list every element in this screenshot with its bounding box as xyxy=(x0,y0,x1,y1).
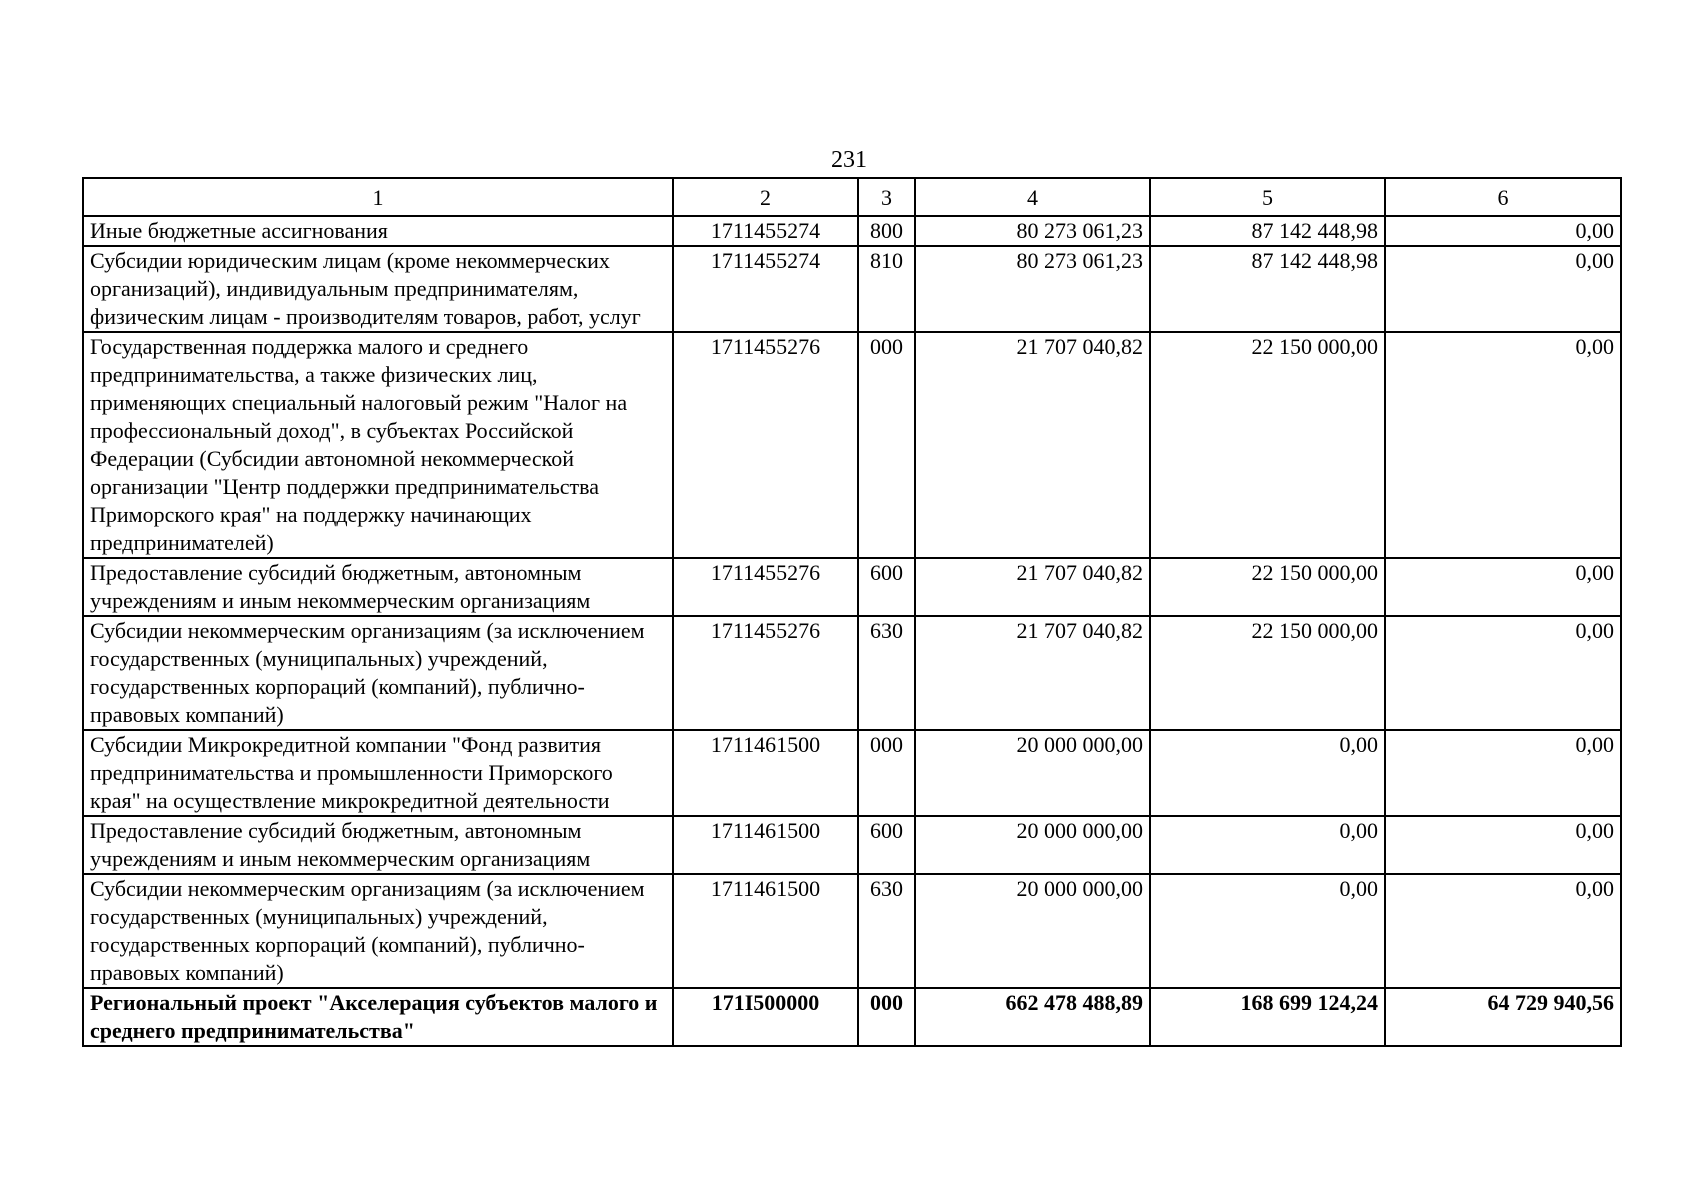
row-type: 630 xyxy=(858,874,915,988)
row-code: 1711461500 xyxy=(673,874,858,988)
row-value-4: 80 273 061,23 xyxy=(915,246,1150,332)
column-header-2: 2 xyxy=(673,178,858,216)
row-value-6: 0,00 xyxy=(1385,332,1621,558)
row-value-5: 0,00 xyxy=(1150,816,1385,874)
table-row xyxy=(83,332,1621,558)
row-value-4: 21 707 040,82 xyxy=(915,558,1150,616)
row-value-4: 20 000 000,00 xyxy=(915,816,1150,874)
row-value-6: 0,00 xyxy=(1385,616,1621,730)
column-header-3: 3 xyxy=(858,178,915,216)
row-name: Субсидии некоммерческим организациям (за исключением государственных (муниципальных) учреждений, государственных корпораций (компаний), публично-правовых компаний) xyxy=(83,616,673,730)
row-value-4: 20 000 000,00 xyxy=(915,730,1150,816)
row-value-6: 0,00 xyxy=(1385,816,1621,874)
row-value-5: 22 150 000,00 xyxy=(1150,558,1385,616)
row-value-4: 21 707 040,82 xyxy=(915,616,1150,730)
column-header-4: 4 xyxy=(915,178,1150,216)
row-name: Субсидии Микрокредитной компании "Фонд развития предпринимательства и промышленности Приморского края" на осуществление микрокредитной деятельности xyxy=(83,730,673,816)
row-name: Предоставление субсидий бюджетным, автономным учреждениям и иным некоммерческим организациям xyxy=(83,558,673,616)
row-code: 1711455276 xyxy=(673,558,858,616)
table-row xyxy=(83,558,1621,616)
row-code: 1711455274 xyxy=(673,216,858,246)
row-value-5: 0,00 xyxy=(1150,730,1385,816)
row-value-5: 87 142 448,98 xyxy=(1150,216,1385,246)
row-type: 600 xyxy=(858,558,915,616)
row-value-5: 168 699 124,24 xyxy=(1150,988,1385,1046)
row-type: 630 xyxy=(858,616,915,730)
page-number: 231 xyxy=(831,147,867,173)
row-value-5: 0,00 xyxy=(1150,874,1385,988)
row-type: 600 xyxy=(858,816,915,874)
row-value-6: 0,00 xyxy=(1385,730,1621,816)
column-header-1: 1 xyxy=(83,178,673,216)
table-row xyxy=(83,874,1621,988)
column-header-5: 5 xyxy=(1150,178,1385,216)
row-value-6: 64 729 940,56 xyxy=(1385,988,1621,1046)
table-header-row xyxy=(83,178,1621,216)
row-value-5: 22 150 000,00 xyxy=(1150,616,1385,730)
row-value-6: 0,00 xyxy=(1385,246,1621,332)
table-row-total xyxy=(83,988,1621,1046)
row-value-4: 80 273 061,23 xyxy=(915,216,1150,246)
row-type: 810 xyxy=(858,246,915,332)
row-type: 000 xyxy=(858,332,915,558)
row-type: 000 xyxy=(858,730,915,816)
row-name: Государственная поддержка малого и среднего предпринимательства, а также физических лиц, применяющих специальный налоговый режим "Налог на профессиональный доход", в субъектах Российской Федерации (Субсидии автономной некоммерческой организации "Центр поддержки предпринимательства Приморского края" на поддержку начинающих предпринимателей) xyxy=(83,332,673,558)
table-row xyxy=(83,246,1621,332)
row-name: Субсидии юридическим лицам (кроме некоммерческих организаций), индивидуальным предпринимателям, физическим лицам - производителям товаров, работ, услуг xyxy=(83,246,673,332)
table-row xyxy=(83,730,1621,816)
budget-table xyxy=(82,177,1622,1047)
row-value-6: 0,00 xyxy=(1385,558,1621,616)
row-value-4: 21 707 040,82 xyxy=(915,332,1150,558)
row-code: 1711461500 xyxy=(673,816,858,874)
row-value-6: 0,00 xyxy=(1385,874,1621,988)
row-code: 1711455274 xyxy=(673,246,858,332)
row-code: 171I500000 xyxy=(673,988,858,1046)
row-code: 1711455276 xyxy=(673,616,858,730)
row-name: Региональный проект "Акселерация субъектов малого и среднего предпринимательства" xyxy=(83,988,673,1046)
row-type: 000 xyxy=(858,988,915,1046)
column-header-6: 6 xyxy=(1385,178,1621,216)
row-name: Субсидии некоммерческим организациям (за исключением государственных (муниципальных) учреждений, государственных корпораций (компаний), публично-правовых компаний) xyxy=(83,874,673,988)
row-value-4: 662 478 488,89 xyxy=(915,988,1150,1046)
row-value-6: 0,00 xyxy=(1385,216,1621,246)
row-value-4: 20 000 000,00 xyxy=(915,874,1150,988)
table-row xyxy=(83,816,1621,874)
row-code: 1711455276 xyxy=(673,332,858,558)
table-row xyxy=(83,616,1621,730)
row-value-5: 22 150 000,00 xyxy=(1150,332,1385,558)
row-name: Предоставление субсидий бюджетным, автономным учреждениям и иным некоммерческим организациям xyxy=(83,816,673,874)
row-type: 800 xyxy=(858,216,915,246)
table-row xyxy=(83,216,1621,246)
row-code: 1711461500 xyxy=(673,730,858,816)
row-value-5: 87 142 448,98 xyxy=(1150,246,1385,332)
row-name: Иные бюджетные ассигнования xyxy=(83,216,673,246)
